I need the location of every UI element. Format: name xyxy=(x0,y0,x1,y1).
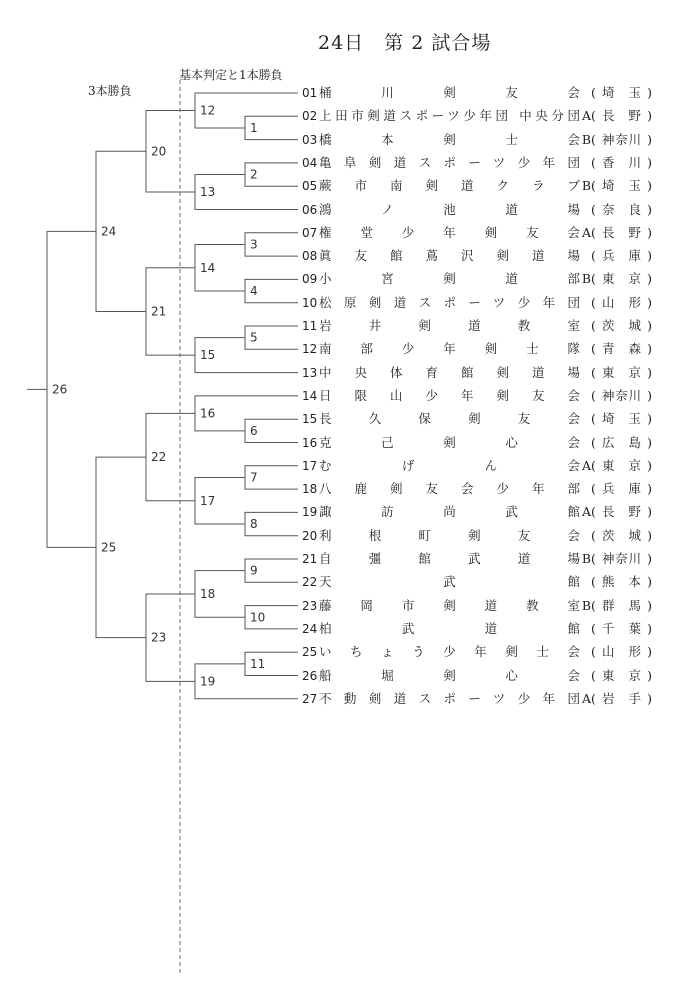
match-number: 15 xyxy=(200,348,216,363)
match-number: 6 xyxy=(250,423,258,438)
team-row xyxy=(302,386,652,406)
team-row xyxy=(302,572,652,592)
team-number: 11 xyxy=(302,319,318,333)
team-row xyxy=(302,409,652,429)
match-number: 8 xyxy=(250,517,258,532)
paren-close: ) xyxy=(647,597,652,613)
prefecture-name: 埼玉 xyxy=(602,85,641,100)
paren-open: ( xyxy=(591,551,596,566)
team-name: 長久保剣友会 xyxy=(319,411,580,427)
match-number: 1 xyxy=(250,120,258,135)
team-name: 橋本剣士会 xyxy=(319,131,580,147)
team-row xyxy=(302,339,652,359)
team-group: B xyxy=(581,178,591,194)
team-name: 蕨市南剣道クラブ xyxy=(319,178,580,194)
paren-close: ) xyxy=(647,620,652,636)
match-number: 16 xyxy=(200,406,216,421)
match-number: 22 xyxy=(151,450,167,465)
paren-open: ( xyxy=(591,154,596,170)
prefecture-name: 埼玉 xyxy=(602,178,641,194)
page-title: 24日 第 2 試合場 xyxy=(318,32,492,54)
team-name: 南部少年剣士隊 xyxy=(319,341,580,357)
team-name: 諏訪尚武館 xyxy=(319,504,580,520)
prefecture-name: 兵庫 xyxy=(602,481,641,497)
match-number: 13 xyxy=(200,185,216,200)
team-number: 08 xyxy=(302,249,318,264)
paren-close: ) xyxy=(647,178,652,194)
match-number: 26 xyxy=(52,382,68,397)
paren-close: ) xyxy=(647,248,652,264)
prefecture-name: 東京 xyxy=(602,667,641,683)
paren-close: ) xyxy=(647,108,652,124)
match-number: 3 xyxy=(250,237,258,252)
team-name: 天武館 xyxy=(319,574,580,590)
team-name: 眞友館蔦沢剣道場 xyxy=(319,248,580,264)
paren-close: ) xyxy=(647,411,652,427)
team-name: 日限山少年剣友会 xyxy=(319,387,580,403)
paren-close: ) xyxy=(647,667,652,683)
team-number: 21 xyxy=(302,552,318,566)
team-name: 柏武道館 xyxy=(319,620,580,636)
team-name: 利根町剣友会 xyxy=(319,527,580,543)
team-group: A xyxy=(581,690,591,706)
paren-close: ) xyxy=(647,154,652,170)
prefecture-name: 神奈川 xyxy=(602,387,641,403)
paren-close: ) xyxy=(647,131,652,147)
prefecture-name: 神奈川 xyxy=(602,551,641,566)
paren-close: ) xyxy=(647,294,652,310)
paren-close: ) xyxy=(647,201,652,217)
team-name: 鴻ノ池道場 xyxy=(319,201,580,217)
paren-open: ( xyxy=(591,667,596,683)
team-name: 松原剣道スポーツ少年団 xyxy=(319,294,580,310)
team-group: A xyxy=(581,108,591,124)
team-number: 02 xyxy=(302,109,318,124)
prefecture-name: 広島 xyxy=(602,434,641,450)
team-name: 自彊館武道場 xyxy=(319,551,580,566)
prefecture-name: 山形 xyxy=(602,294,641,310)
paren-close: ) xyxy=(647,387,652,403)
team-row xyxy=(302,596,652,616)
team-number: 10 xyxy=(302,295,318,310)
prefecture-name: 東京 xyxy=(602,457,641,473)
paren-open: ( xyxy=(591,341,596,357)
match-number: 12 xyxy=(200,103,216,118)
team-group: B xyxy=(581,551,591,566)
prefecture-name: 奈良 xyxy=(602,201,641,217)
team-row xyxy=(302,666,652,686)
paren-close: ) xyxy=(647,481,652,497)
team-row xyxy=(302,619,652,639)
match-number: 9 xyxy=(250,563,258,578)
team-number: 07 xyxy=(302,225,318,240)
team-name: 藤岡市剣道教室 xyxy=(319,597,580,613)
team-row xyxy=(302,479,652,499)
match-number: 7 xyxy=(250,470,258,485)
prefecture-name: 山形 xyxy=(602,644,641,660)
team-number: 05 xyxy=(302,179,318,194)
team-number: 23 xyxy=(302,598,318,613)
paren-open: ( xyxy=(591,271,596,287)
match-number: 5 xyxy=(250,330,258,345)
prefecture-name: 埼玉 xyxy=(602,411,641,427)
team-number: 13 xyxy=(302,365,318,380)
team-name: 克己剣心会 xyxy=(319,434,580,450)
team-row xyxy=(302,130,652,150)
team-row xyxy=(302,153,652,173)
team-row xyxy=(302,456,652,476)
team-number: 04 xyxy=(302,155,318,170)
match-number: 2 xyxy=(250,167,258,182)
paren-close: ) xyxy=(647,434,652,450)
team-row xyxy=(302,549,652,569)
paren-close: ) xyxy=(647,551,652,566)
paren-close: ) xyxy=(647,504,652,520)
team-number: 22 xyxy=(302,575,318,590)
paren-close: ) xyxy=(647,690,652,706)
paren-open: ( xyxy=(591,481,596,497)
paren-open: ( xyxy=(591,387,596,403)
team-number: 19 xyxy=(302,505,318,520)
match-number: 17 xyxy=(200,493,216,508)
team-name: むげん会 xyxy=(319,457,580,473)
team-row xyxy=(302,269,652,289)
match-number: 25 xyxy=(101,540,117,555)
paren-open: ( xyxy=(591,224,596,240)
paren-open: ( xyxy=(591,574,596,590)
match-number: 18 xyxy=(200,586,216,601)
paren-open: ( xyxy=(591,597,596,613)
paren-close: ) xyxy=(647,364,652,380)
prefecture-name: 長野 xyxy=(602,504,641,520)
team-number: 25 xyxy=(302,645,318,660)
team-row xyxy=(302,293,652,313)
prefecture-name: 香川 xyxy=(602,154,641,170)
team-number: 03 xyxy=(302,132,318,147)
paren-close: ) xyxy=(647,574,652,590)
prefecture-name: 神奈川 xyxy=(602,131,641,147)
team-name: 亀阜剣道スポーツ少年団 xyxy=(319,154,580,170)
paren-open: ( xyxy=(591,457,596,473)
team-name: いちょう少年剣士会 xyxy=(319,644,580,660)
prefecture-name: 熊本 xyxy=(602,574,641,590)
team-row xyxy=(302,106,652,126)
team-number: 26 xyxy=(302,668,318,683)
paren-close: ) xyxy=(647,457,652,473)
team-number: 15 xyxy=(302,412,318,427)
team-row xyxy=(302,246,652,266)
prefecture-name: 長野 xyxy=(602,224,641,240)
match-number: 4 xyxy=(250,284,258,299)
team-name: 八鹿剣友会少年部 xyxy=(319,481,580,497)
team-name: 岩井剣道教室 xyxy=(319,318,580,333)
prefecture-name: 東京 xyxy=(602,364,641,380)
prefecture-name: 茨城 xyxy=(602,318,641,333)
paren-open: ( xyxy=(591,131,596,147)
prefecture-name: 青森 xyxy=(602,341,641,357)
team-number: 17 xyxy=(302,458,318,473)
team-row xyxy=(302,433,652,453)
prefecture-name: 千葉 xyxy=(602,620,641,636)
team-group: B xyxy=(581,597,591,613)
team-group: A xyxy=(581,224,591,240)
team-row xyxy=(302,689,652,709)
paren-open: ( xyxy=(591,108,596,124)
paren-open: ( xyxy=(591,178,596,194)
paren-open: ( xyxy=(591,318,596,333)
match-number: 20 xyxy=(151,144,167,159)
team-name: 小宮剣道部 xyxy=(319,271,580,287)
paren-close: ) xyxy=(647,318,652,333)
team-number: 12 xyxy=(302,342,318,357)
paren-open: ( xyxy=(591,201,596,217)
team-row xyxy=(302,642,652,662)
team-name: 船堀剣心会 xyxy=(319,667,580,683)
paren-close: ) xyxy=(647,85,652,100)
team-row xyxy=(302,200,652,220)
match-number: 19 xyxy=(200,674,216,689)
team-name: 権堂少年剣友会 xyxy=(319,224,580,240)
prefecture-name: 長野 xyxy=(602,108,641,124)
prefecture-name: 群馬 xyxy=(602,597,641,613)
prefecture-name: 兵庫 xyxy=(602,248,641,264)
team-number: 27 xyxy=(302,691,318,706)
team-group: A xyxy=(581,504,591,520)
team-number: 06 xyxy=(302,202,318,217)
paren-open: ( xyxy=(591,85,596,100)
paren-open: ( xyxy=(591,294,596,310)
team-row xyxy=(302,176,652,196)
paren-open: ( xyxy=(591,411,596,427)
match-number: 24 xyxy=(101,224,117,239)
team-number: 18 xyxy=(302,482,318,497)
match-number: 11 xyxy=(250,656,266,671)
team-number: 20 xyxy=(302,528,318,543)
match-number: 14 xyxy=(200,260,216,275)
paren-open: ( xyxy=(591,527,596,543)
paren-close: ) xyxy=(647,644,652,660)
team-name: 上田市剣道スポーツ少年団 中央分団 xyxy=(319,108,580,124)
paren-close: ) xyxy=(647,224,652,240)
prefecture-name: 茨城 xyxy=(602,527,641,543)
team-group: A xyxy=(581,457,591,473)
paren-open: ( xyxy=(591,504,596,520)
header-basic-rule: 基本判定と1本勝負 xyxy=(179,68,283,82)
team-row xyxy=(302,526,652,546)
paren-open: ( xyxy=(591,644,596,660)
paren-open: ( xyxy=(591,364,596,380)
header-best-of-three: 3本勝負 xyxy=(88,84,132,98)
paren-open: ( xyxy=(591,434,596,450)
team-group: B xyxy=(581,131,591,147)
prefecture-name: 東京 xyxy=(602,271,641,287)
team-number: 09 xyxy=(302,272,318,287)
team-row xyxy=(302,316,652,336)
team-row xyxy=(302,83,652,103)
team-row xyxy=(302,502,652,522)
match-number: 10 xyxy=(250,610,266,625)
team-name: 不動剣道スポーツ少年団 xyxy=(319,690,580,706)
prefecture-name: 岩手 xyxy=(602,690,641,706)
match-number: 21 xyxy=(151,304,167,319)
team-number: 14 xyxy=(302,388,318,403)
team-number: 24 xyxy=(302,621,318,636)
team-number: 16 xyxy=(302,435,318,450)
paren-close: ) xyxy=(647,341,652,357)
paren-open: ( xyxy=(591,248,596,264)
team-row xyxy=(302,223,652,243)
paren-close: ) xyxy=(647,527,652,543)
paren-close: ) xyxy=(647,271,652,287)
paren-open: ( xyxy=(591,620,596,636)
match-number: 23 xyxy=(151,630,167,645)
team-number: 01 xyxy=(302,86,318,100)
team-name: 中央体育館剣道場 xyxy=(319,364,580,380)
team-group: B xyxy=(581,271,591,287)
paren-open: ( xyxy=(591,690,596,706)
team-name: 桶川剣友会 xyxy=(319,85,580,100)
team-row xyxy=(302,363,652,383)
